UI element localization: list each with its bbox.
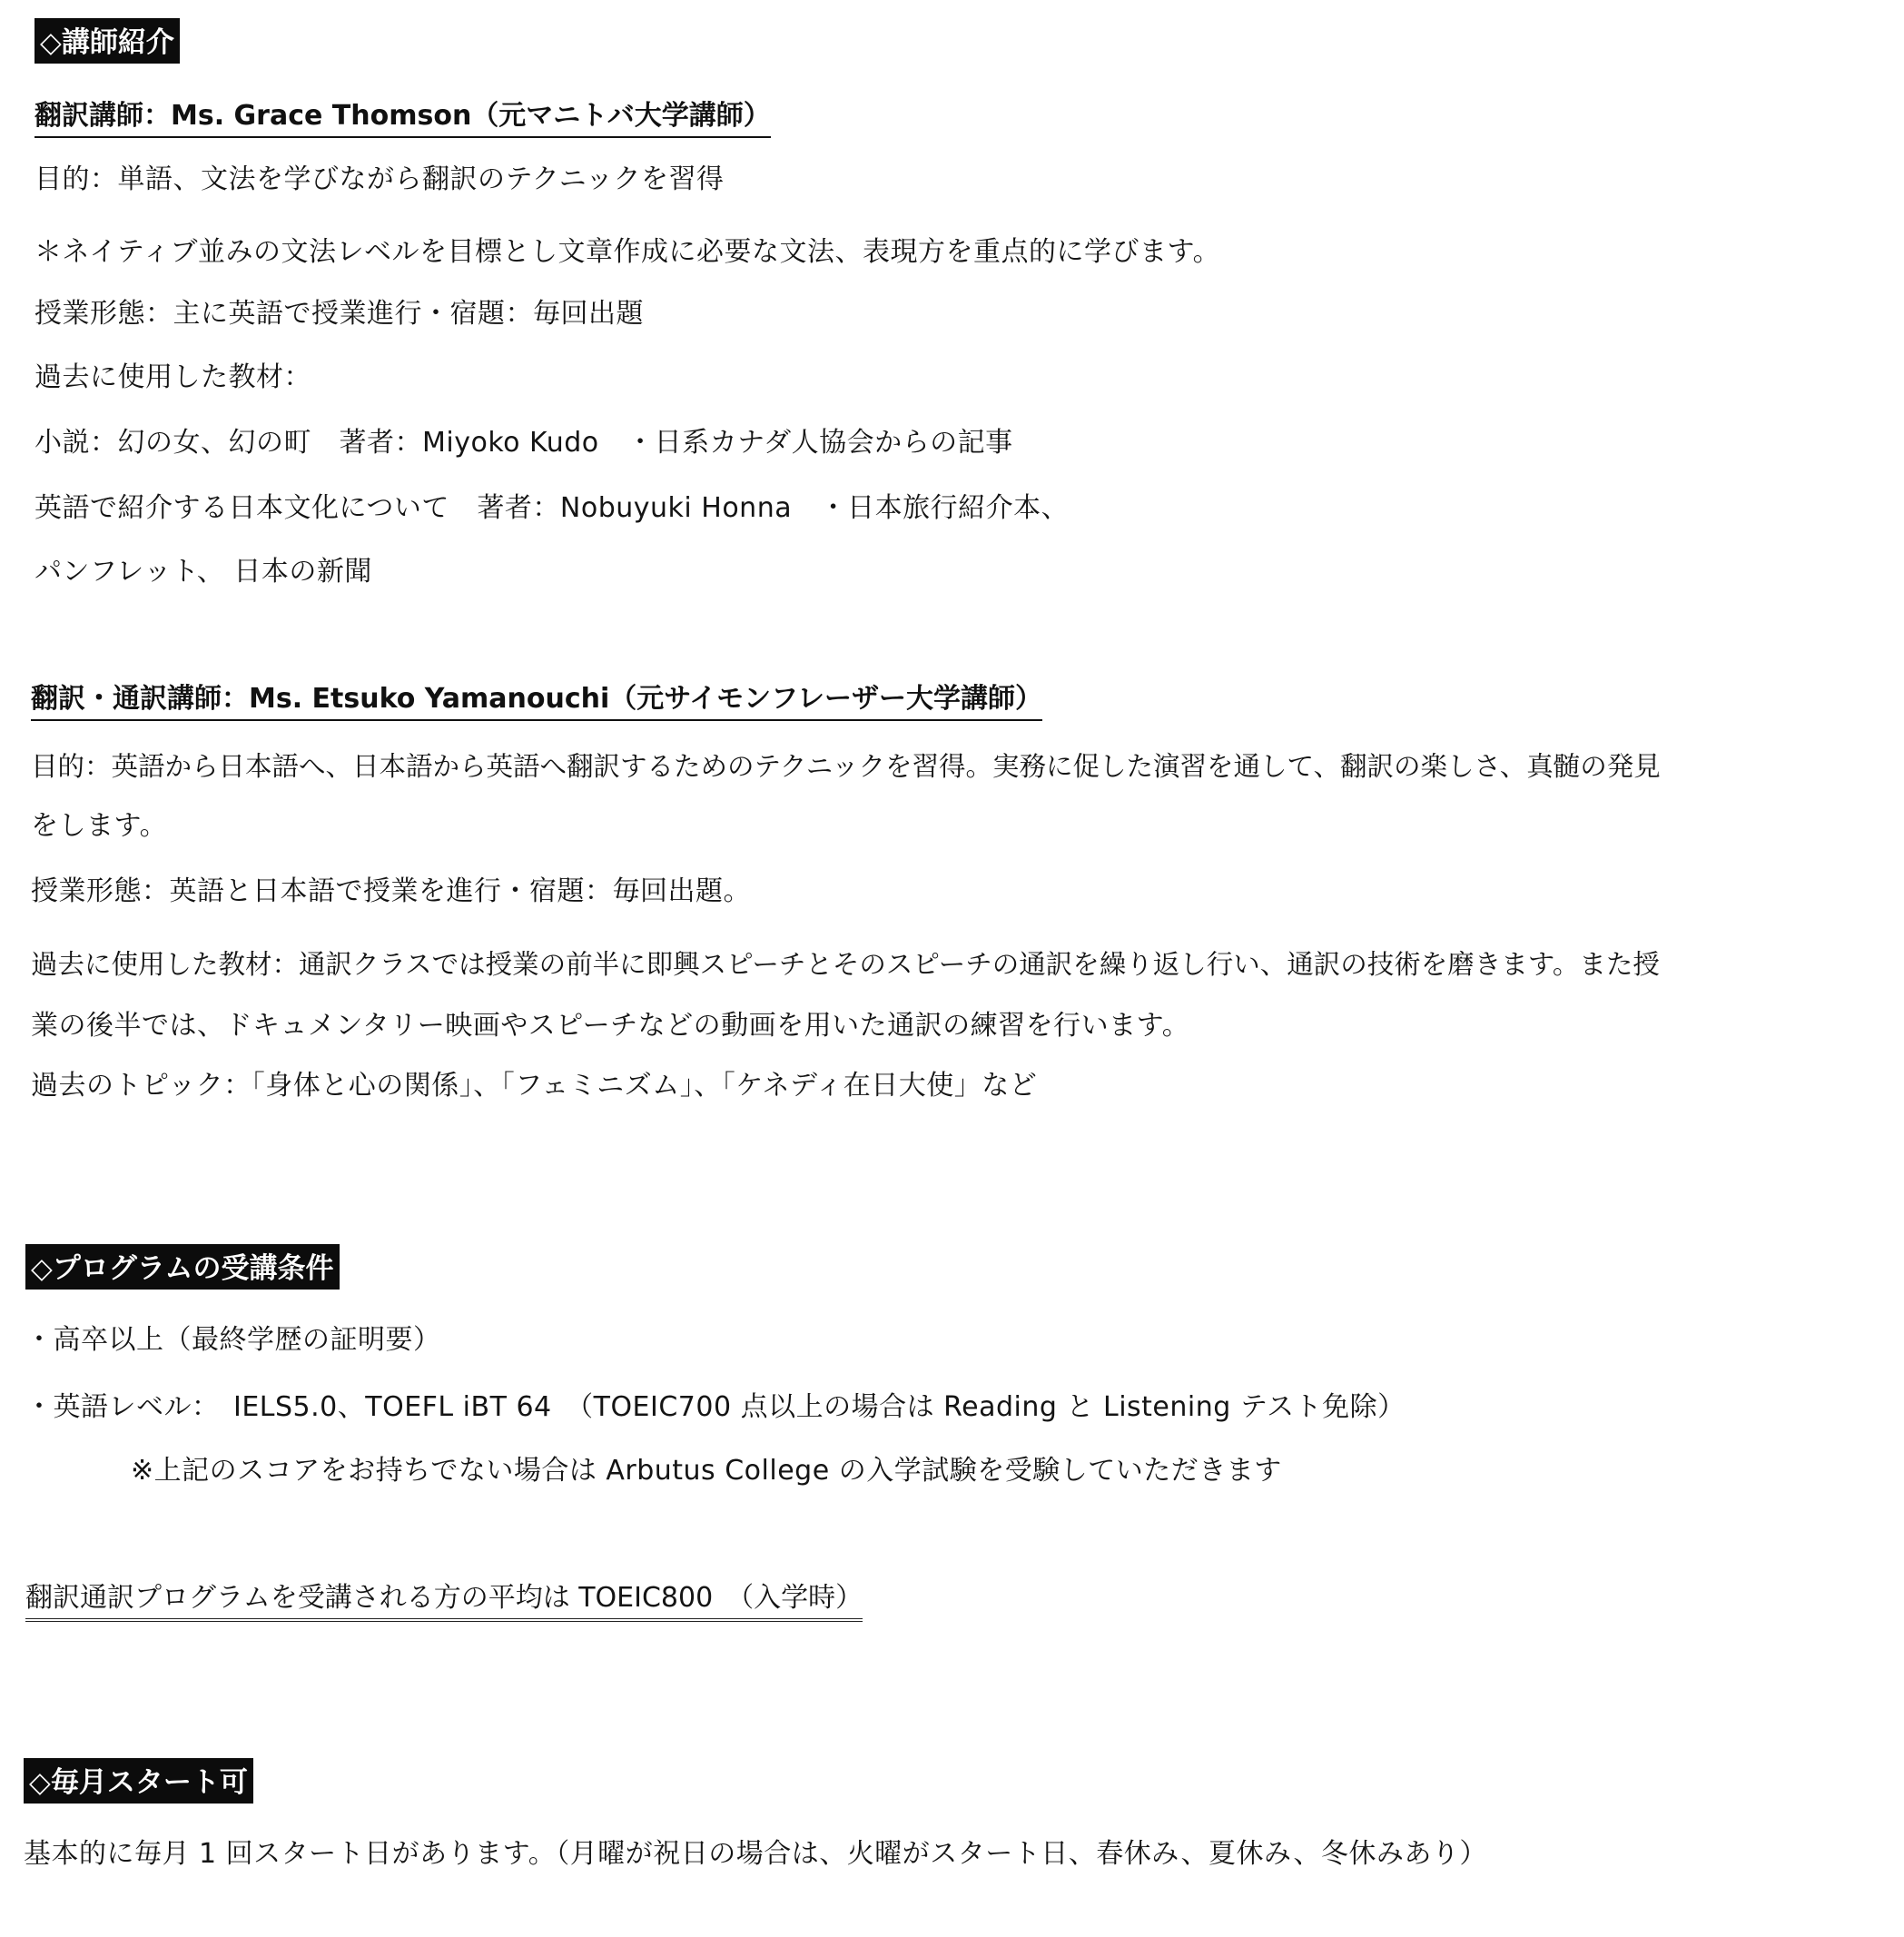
- instructor2-materials-line1: 過去に使用した教材：通訳クラスでは授業の前半に即興スピーチとそのスピーチの通訳を繰り返し行い、通訳の技術を磨きます。また授: [31, 949, 1660, 980]
- requirement-education: ・高卒以上（最終学歴の証明要）: [25, 1324, 441, 1356]
- instructor2-materials-line2: 業の後半では、ドキュメンタリー映画やスピーチなどの動画を用いた通訳の練習を行います。: [31, 1010, 1190, 1042]
- instructor2-title: 翻訳・通訳講師：Ms. Etsuko Yamanouchi（元サイモンフレーザー大学講師）: [31, 681, 1042, 721]
- section-header-monthly-start-text: ◇毎月スタート可: [29, 1766, 248, 1799]
- section-header-instructors: [35, 18, 180, 64]
- section-header-monthly-start: [24, 1758, 253, 1804]
- instructor1-note: ＊ネイティブ並みの文法レベルを目標とし文章作成に必要な文法、表現方を重点的に学びます。: [35, 236, 1221, 268]
- section-header-instructors-text: ◇講師紹介: [40, 26, 174, 59]
- instructor2-format: 授業形態：英語と日本語で授業を進行・宿題：毎回出題。: [31, 875, 751, 907]
- instructor2-topics: 過去のトピック：「身体と心の関係」、「フェミニズム」、「ケネディ在日大使」など: [31, 1070, 1038, 1102]
- requirement-english-level: ・英語レベル： IELS5.0、TOEFL iBT 64 （TOEIC700 点以上の場合は Reading と Listening テスト免除）: [25, 1391, 1406, 1423]
- instructor1-materials-line3: パンフレット、 日本の新聞: [35, 556, 372, 588]
- section-header-requirements: [25, 1244, 340, 1290]
- instructor2-purpose-line2: をします。: [31, 810, 168, 842]
- instructor2-purpose-line1: 目的：英語から日本語へ、日本語から英語へ翻訳するためのテクニックを習得。実務に促した演習を通して、翻訳の楽しさ、真髄の発見: [31, 751, 1661, 782]
- instructor1-materials-label: 過去に使用した教材：: [35, 361, 311, 393]
- instructor1-materials-line1: 小説：幻の女、幻の町 著者：Miyoko Kudo ・日系カナダ人協会からの記事: [35, 427, 1013, 459]
- requirement-note: ※上記のスコアをお持ちでない場合は Arbutus College の入学試験を受験していただきます: [131, 1455, 1282, 1487]
- section-header-requirements-text: ◇プログラムの受講条件: [31, 1252, 334, 1285]
- requirement-average-score: 翻訳通訳プログラムを受講される方の平均は TOEIC800 （入学時）: [25, 1580, 863, 1622]
- instructor1-format: 授業形態：主に英語で授業進行・宿題：毎回出題: [35, 298, 644, 330]
- instructor1-materials-line2: 英語で紹介する日本文化について 著者：Nobuyuki Honna ・日本旅行紹介本、: [35, 492, 1070, 524]
- monthly-start-text: 基本的に毎月 1 回スタート日があります。（月曜が祝日の場合は、火曜がスタート日、春休み、夏休み、冬休みあり）: [24, 1838, 1487, 1870]
- instructor1-title: 翻訳講師：Ms. Grace Thomson（元マニトバ大学講師）: [35, 98, 771, 138]
- instructor1-purpose: 目的：単語、文法を学びながら翻訳のテクニックを習得: [35, 163, 725, 195]
